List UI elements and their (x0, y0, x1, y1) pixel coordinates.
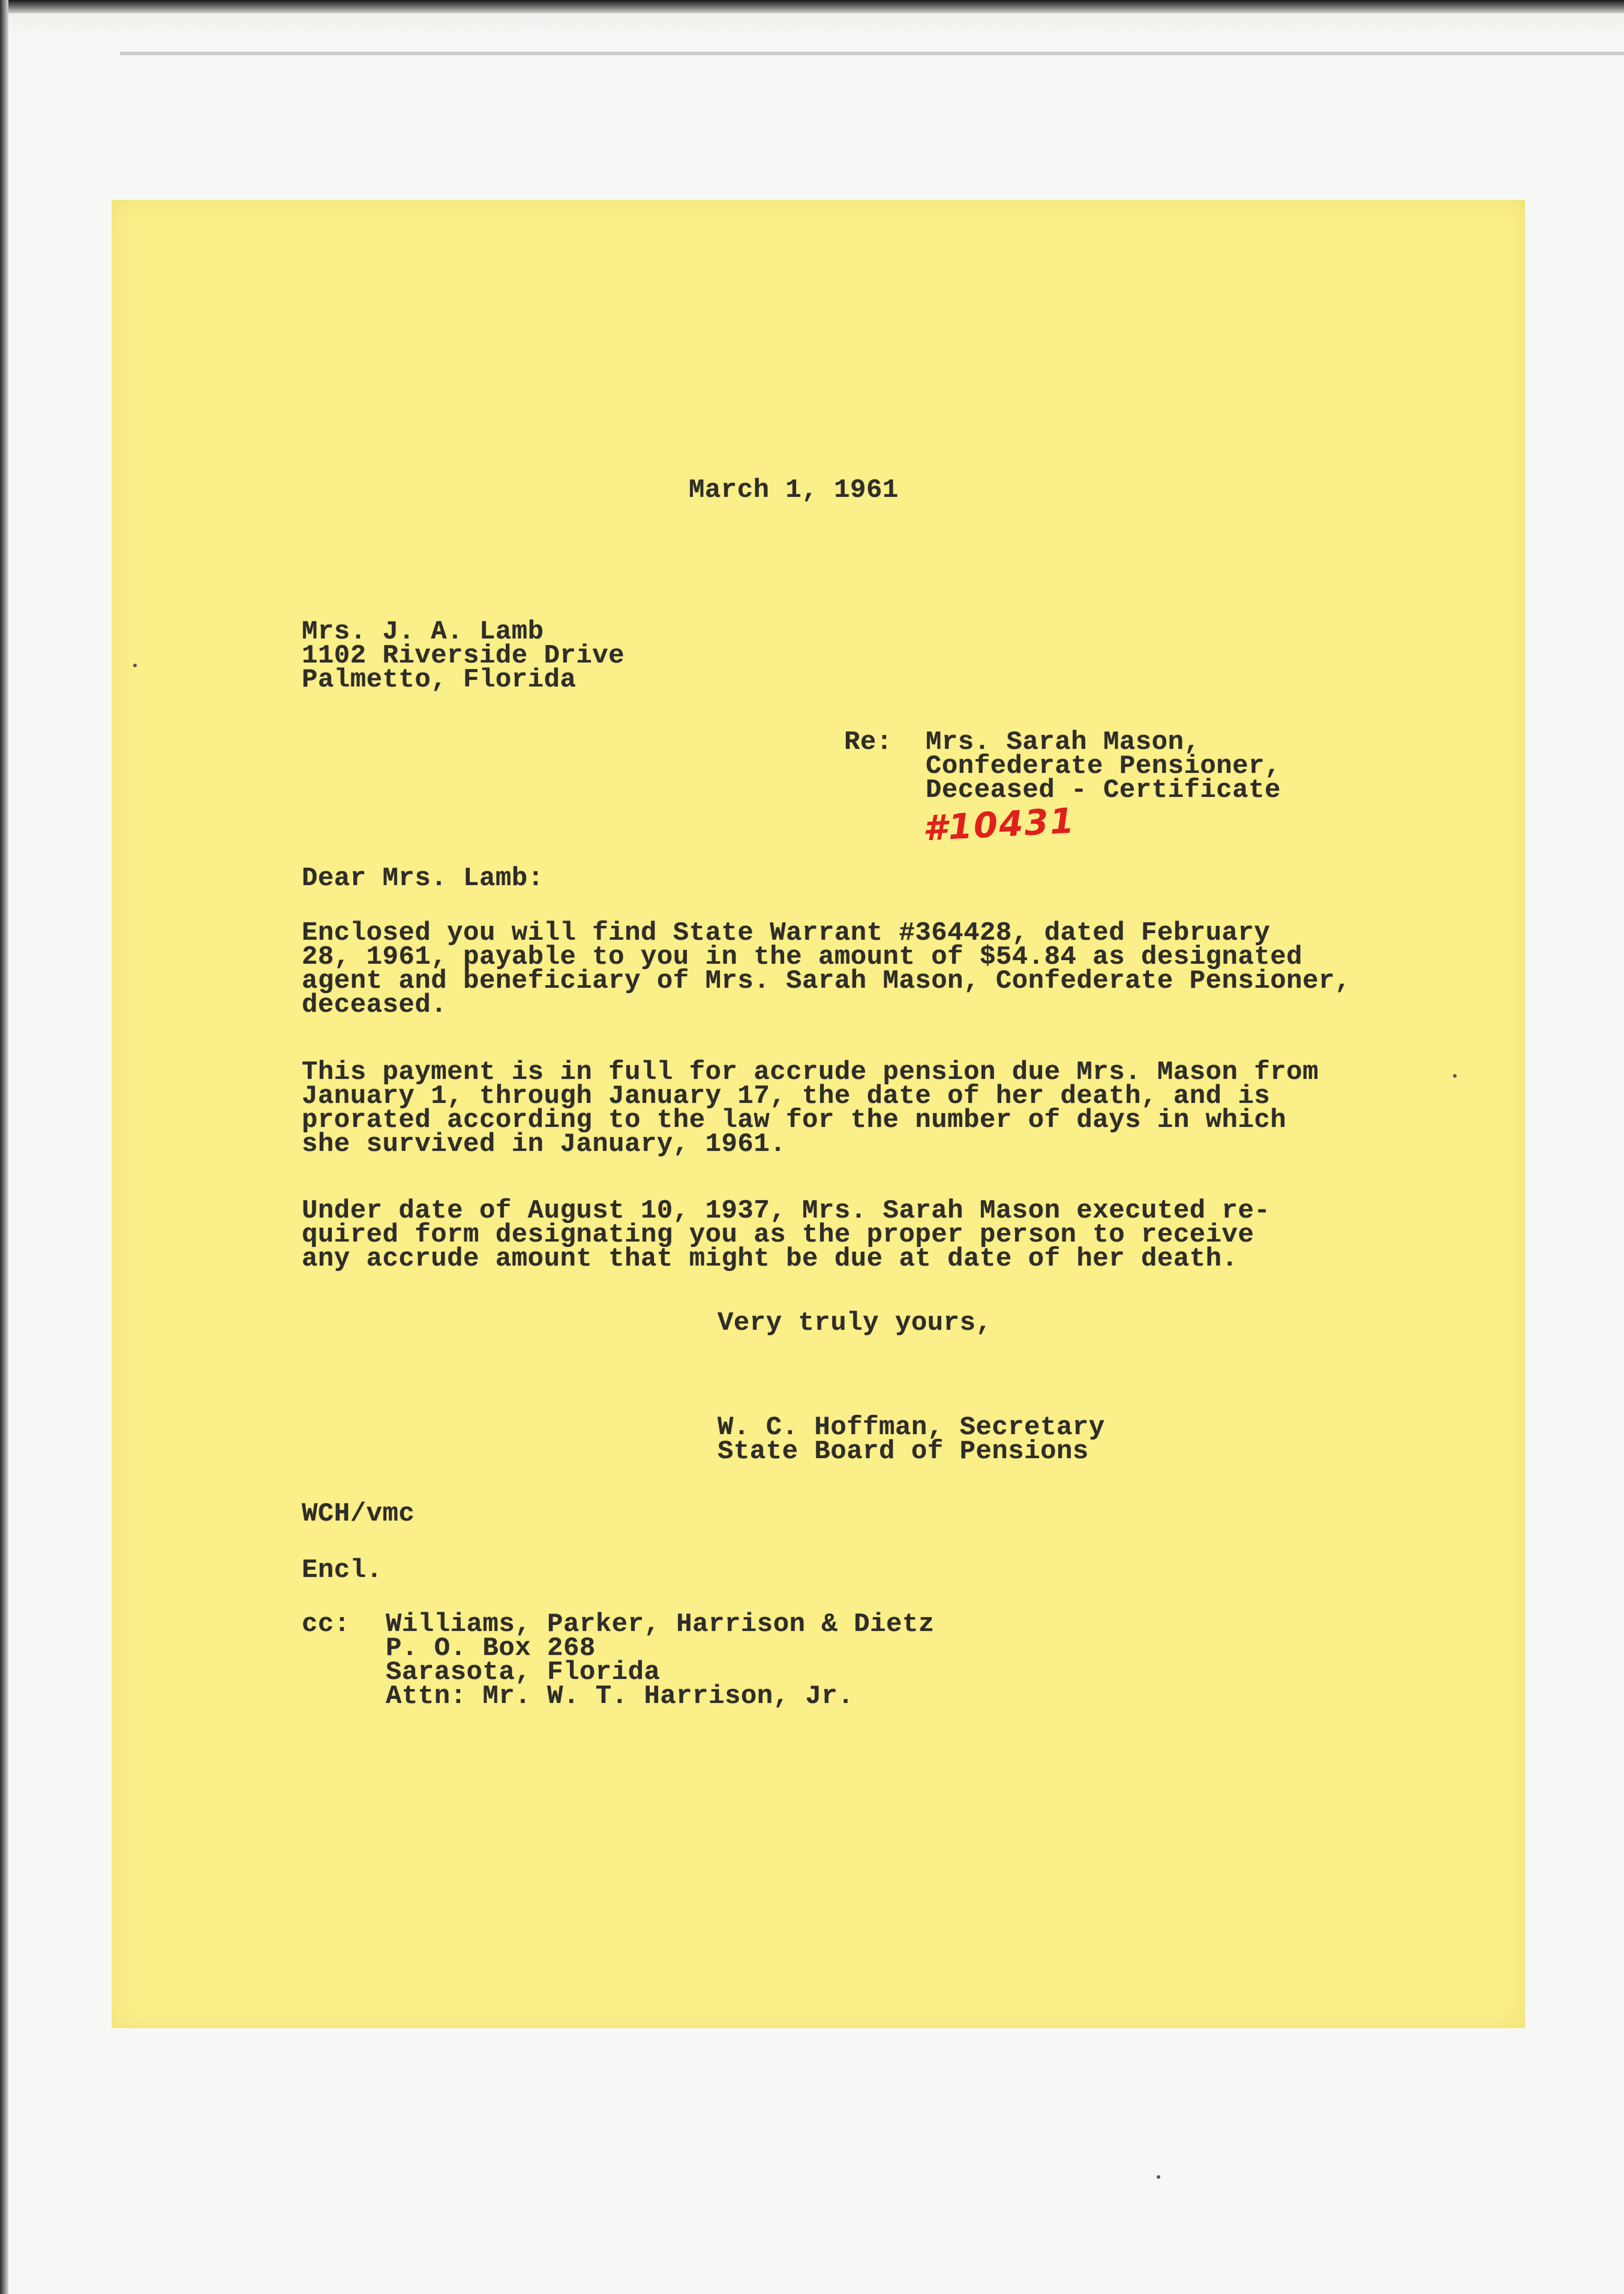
typist-initials: WCH/vmc (302, 1499, 415, 1529)
scan-speck (1453, 1074, 1457, 1078)
paragraph-line: deceased. (302, 990, 448, 1020)
enclosure-note: Encl. (302, 1555, 383, 1585)
body-paragraph-3 (302, 1196, 1271, 1274)
cc-line: P. O. Box 268 (386, 1633, 596, 1663)
paragraph-line: Enclosed you will find State Warrant #364428, dated February (302, 918, 1271, 948)
paragraph-line: 28, 1961, payable to you in the amount of $54.84 as designated (302, 942, 1303, 972)
paragraph-line: January 1, through January 17, the date of her death, and is (302, 1081, 1271, 1111)
re-label: Re: (844, 727, 893, 757)
recipient-line: Palmetto, Florida (302, 665, 577, 695)
cc-recipients (386, 1609, 935, 1711)
re-line: Deceased - Certificate (926, 775, 1281, 805)
paragraph-line: she survived in January, 1961. (302, 1129, 787, 1159)
paper-edge-line (120, 52, 1624, 55)
cc-label: cc: (302, 1609, 350, 1639)
cc-line: Attn: Mr. W. T. Harrison, Jr. (386, 1681, 854, 1711)
paragraph-line: agent and beneficiary of Mrs. Sarah Mason, Confederate Pensioner, (302, 966, 1351, 996)
re-line: Confederate Pensioner, (926, 751, 1281, 781)
re-subject (926, 727, 1281, 805)
paragraph-line: Under date of August 10, 1937, Mrs. Sarah Mason executed re- (302, 1196, 1271, 1226)
recipient-line: 1102 Riverside Drive (302, 641, 625, 671)
closing: Very truly yours, (718, 1308, 992, 1338)
signature-line: W. C. Hoffman, Secretary (718, 1413, 1105, 1443)
body-paragraph-2 (302, 1057, 1319, 1159)
paragraph-line: This payment is in full for accrude pension due Mrs. Mason from (302, 1057, 1319, 1087)
certificate-number-annotation: #10431 (921, 800, 1076, 849)
scan-speck (133, 664, 137, 667)
paragraph-line: any accrude amount that might be due at date of her death. (302, 1244, 1238, 1274)
letter-date: March 1, 1961 (689, 475, 899, 505)
re-line: Mrs. Sarah Mason, (926, 727, 1200, 757)
signature-line: State Board of Pensions (718, 1437, 1089, 1467)
cc-line: Williams, Parker, Harrison & Dietz (386, 1609, 935, 1639)
recipient-line: Mrs. J. A. Lamb (302, 617, 544, 647)
scan-left-edge (0, 0, 8, 2294)
signature-block (718, 1413, 1105, 1467)
scan-top-edge (0, 0, 1624, 13)
recipient-address (302, 617, 625, 695)
cc-line: Sarasota, Florida (386, 1657, 661, 1687)
paragraph-line: prorated according to the law for the number of days in which (302, 1105, 1287, 1135)
salutation: Dear Mrs. Lamb: (302, 863, 544, 893)
scan-speck (1157, 2175, 1160, 2179)
paragraph-line: quired form designating you as the proper person to receive (302, 1220, 1254, 1250)
body-paragraph-1 (302, 918, 1351, 1020)
